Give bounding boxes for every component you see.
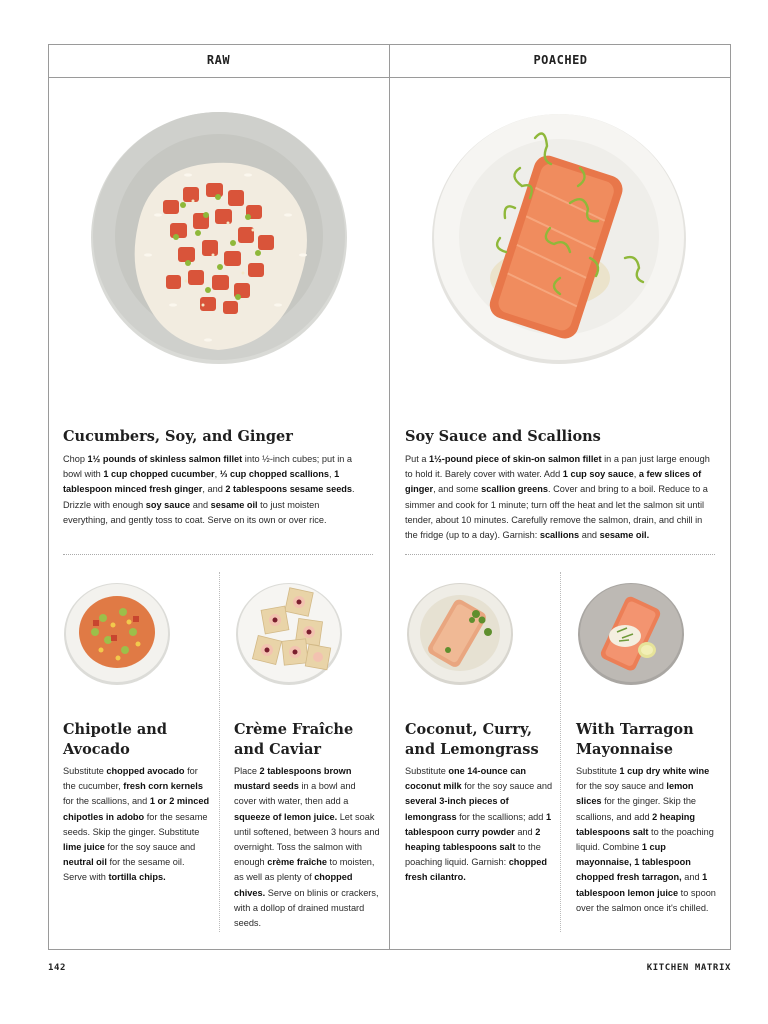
variation-body-coconut-curry-lemongrass [405,764,553,886]
body-text-run: to the poaching liquid. Combine [576,826,714,853]
body-text-run: Chop [63,454,88,464]
body-text-run: Place [234,766,260,776]
ingredient-emphasis: sesame oil [210,499,258,510]
section-separator-left [63,554,373,555]
body-text-run: Put a [405,454,430,464]
body-text-run: in a bowl and cover with water, then add a [234,781,356,807]
body-text-run: Substitute [576,766,620,776]
ingredient-emphasis: several 3-inch pieces of lemongrass [405,796,509,822]
column-header-poached: POACHED [533,53,588,67]
ingredient-emphasis: lemon slices [576,781,694,807]
poached-recipe-title: Soy Sauce and Scallions [405,428,601,445]
body-text-run: and [681,872,703,883]
variation-title-coconut-curry-lemongrass: Coconut, Curry, and Lemongrass [405,721,539,758]
raw-salmon-poke-over-rice-photo [88,105,350,367]
variation-body-chipotle-avocado [63,764,211,886]
ingredient-emphasis: 2 tablespoons brown mustard seeds [234,766,352,792]
ingredient-emphasis: 1½ pounds of skinless salmon fillet [87,454,243,464]
body-text-run: Substitute [405,766,449,776]
raw-recipe-title: Cucumbers, Soy, and Ginger [63,428,293,445]
ingredient-emphasis: 2 heaping tablespoons salt [405,826,541,853]
poached-recipe-body [405,452,715,543]
variation-title-creme-fraiche-caviar: Crème Fraîche and Caviar [234,721,354,758]
section-separator-right [405,554,715,555]
body-text-run: to moisten, as well as plenty of [234,857,375,883]
body-text-run: and [190,499,211,510]
body-text-run: for the scallions; add [456,811,546,822]
body-text-run: for the sesame seeds. Skip the ginger. Substitute [63,811,208,837]
variation-title-tarragon-mayonnaise: With Tarragon Mayonnaise [576,721,694,758]
ingredient-emphasis: squeeze of lemon juice. [234,811,338,822]
variation-body-tarragon-mayonnaise [576,764,716,916]
body-text-run: for the sesame oil. Serve with [63,857,185,883]
body-text-run: to the poaching liquid. Garnish: [405,842,541,868]
body-text-run: . Cover and bring to a boil. Reduce to a simmer and cook for 1 minute; turn off the heat and let the salmon sit until tender, about 10 minutes. Carefully remove the salmon, drain, and chill in the fridge (up to a day). Garnish: [405,484,708,541]
ingredient-emphasis: tortilla chips. [108,872,166,883]
ingredient-emphasis: ⅓ cup chopped scallions [219,469,330,480]
ingredient-emphasis: one 14-ounce can coconut milk [405,766,527,792]
ingredient-emphasis: 2 heaping tablespoons salt [576,811,695,837]
ingredient-emphasis: soy sauce [145,499,191,510]
book-title: KITCHEN MATRIX [646,963,731,973]
chipotle-avocado-salmon-photo [63,580,171,686]
ingredient-emphasis: 1 or 2 minced chipotles in adobo [63,796,210,822]
header-divider [48,77,731,78]
ingredient-emphasis: scallion greens [481,484,548,495]
body-text-run: for the soy sauce and [576,781,667,792]
variation-divider-right [560,572,561,932]
ingredient-emphasis: a few slices of ginger [405,469,702,495]
body-text-run: for the soy sauce and [104,842,196,853]
coconut-curry-salmon-photo [406,580,514,686]
tarragon-mayonnaise-salmon-photo [577,580,685,686]
ingredient-emphasis: 1 cup soy sauce [562,469,634,480]
creme-fraiche-caviar-crackers-photo [235,580,343,686]
column-header-raw: RAW [206,53,231,67]
ingredient-emphasis: 1 cup dry white wine [619,766,710,776]
raw-recipe-body [63,452,363,528]
ingredient-emphasis: 1 cup chopped cucumber [103,469,215,480]
ingredient-emphasis: 1 cup mayonnaise, 1 tablespoon chopped fresh tarragon, [576,842,691,883]
ingredient-emphasis: 2 tablespoons sesame seeds [225,484,353,495]
ingredient-emphasis: fresh corn kernels [123,781,203,792]
column-divider [389,44,390,950]
ingredient-emphasis: scallions [539,530,580,541]
ingredient-emphasis: lime juice [63,842,105,853]
body-text-run: , [214,469,220,480]
body-text-run: and [579,530,600,541]
body-text-run: in a pan just large enough to hold it. Barely cover with water. Add [405,454,710,480]
body-text-run: , and some [433,484,482,495]
body-text-run: Serve on blinis or crackers, with a dollop of drained mustard seeds. [234,887,379,929]
variation-title-chipotle-avocado: Chipotle and Avocado [63,721,167,758]
body-text-run: , and [202,484,226,495]
ingredient-emphasis: neutral oil [63,857,107,868]
body-text-run: for the cucumber, [63,766,198,792]
body-text-run: Let soak until softened, between 3 hours and overnight. Toss the salmon with enough [234,811,380,868]
body-text-run: for the ginger. Skip the scallions, and add [576,796,697,822]
body-text-run: . Drizzle with enough [63,484,355,510]
ingredient-emphasis: sesame oil. [599,530,650,541]
body-text-run: to just moisten everything, and gently toss to coat. Serve on its own or over rice. [63,499,327,525]
body-text-run: into ½-inch cubes; put in a bowl with [63,454,353,480]
body-text-run: for the scallions, and [63,796,150,807]
body-text-run: for the soy sauce and [461,781,553,792]
body-text-run: , [329,469,335,480]
ingredient-emphasis: 1 tablespoon minced fresh ginger [63,469,340,495]
variation-body-creme-fraiche-caviar [234,764,380,931]
ingredient-emphasis: 1 tablespoon curry powder [405,811,552,837]
variation-divider-left [219,572,220,932]
ingredient-emphasis: chopped chives. [234,872,353,898]
ingredient-emphasis: crème fraîche [267,857,327,868]
ingredient-emphasis: chopped avocado [106,766,185,776]
body-text-run: to spoon over the salmon once it's chilled. [576,887,716,913]
ingredient-emphasis: 1½-pound piece of skin-on salmon fillet [429,454,602,464]
page-number: 142 [48,963,67,973]
ingredient-emphasis: 1 tablespoon lemon juice [576,872,708,898]
poached-salmon-with-scallions-photo [430,108,688,366]
body-text-run: Substitute [63,766,107,776]
body-text-run: and [514,826,536,837]
body-text-run: , [633,469,639,480]
ingredient-emphasis: chopped fresh cilantro. [405,857,547,883]
